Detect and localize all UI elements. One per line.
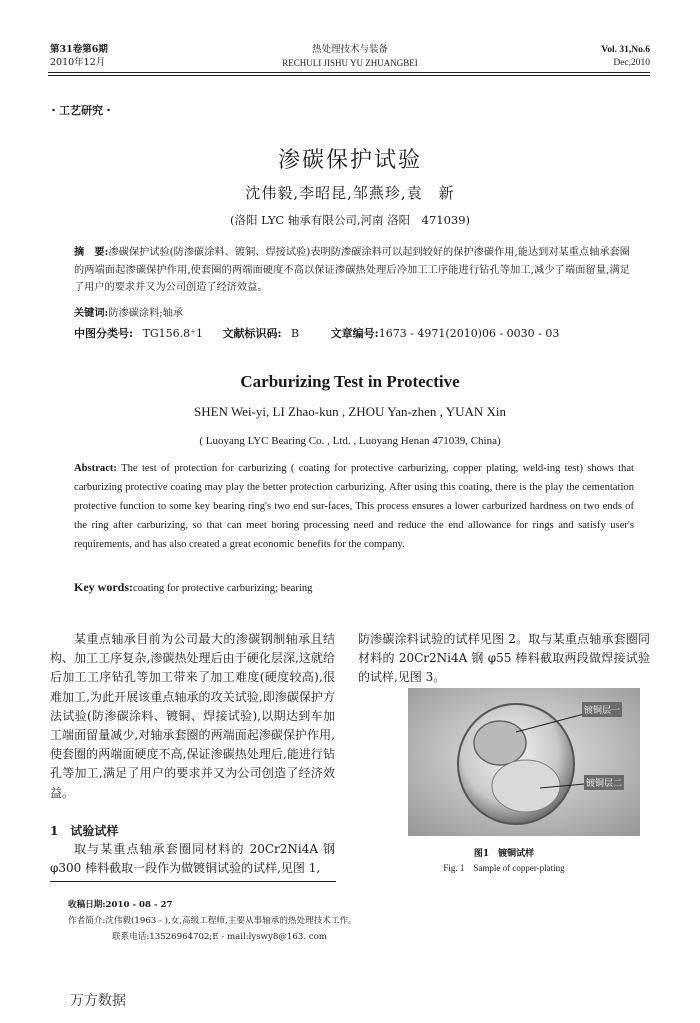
doc-code-value: B xyxy=(291,327,300,340)
affiliation-en: ( Luoyang LYC Bearing Co. , Ltd. , Luoyang Henan 471039, China) xyxy=(199,435,501,447)
article-id-value: 1673 - 4971(2010)06 - 0030 - 03 xyxy=(378,327,560,340)
figure-1-photo xyxy=(408,688,640,836)
section-1-body xyxy=(50,840,335,878)
abstract-cn-label: 摘 要: xyxy=(74,246,109,258)
clc-value: TG156.8⁺1 xyxy=(142,327,203,340)
section-1-heading: 1 试验试样 xyxy=(50,824,119,838)
header-date-en: Dec,2010 xyxy=(613,58,650,68)
section-1-paragraph: 取与某重点轴承套圈同材料的 20Cr2Ni4A 钢 φ300 棒料截取一段作为做镀铜试验的试样,见图 1, xyxy=(50,842,335,876)
affiliation-cn: (洛阳 LYC 轴承有限公司,河南 洛阳 471039) xyxy=(229,213,471,227)
header-volume-cn: 第31卷第6期 xyxy=(50,44,108,55)
figure-1-caption-en: Fig. 1 Sample of copper-plating xyxy=(443,863,565,873)
footnote-contact: 联系电话:13526964702;E - mail:lyswy8@163. com xyxy=(112,932,327,942)
body-right-column xyxy=(358,630,650,688)
right-paragraph: 防渗碳涂料试验的试样见图 2。取与某重点轴承套圈同材料的 20Cr2Ni4A 钢 φ55 棒料截取两段做焊接试验的试样,见图 3。 xyxy=(358,632,650,685)
paper-title-cn: 渗碳保护试验 xyxy=(277,148,422,173)
keywords-cn-text: 防渗碳涂料;轴承 xyxy=(108,308,184,319)
header-rule-thin xyxy=(48,75,650,76)
figure-1-caption-cn: 图1 镀铜试样 xyxy=(473,849,535,859)
abstract-cn xyxy=(74,244,630,297)
abstract-en-text: The test of protection for carburizing ( coating for protective carburizing, copper plating, weld-ing test) shows that carburizing protective coating may play the better protection carburizing. After using this coating, there is the play the cementation protective function to some key bearing ring's two end sur-faces, This process ensures a lower carburized hardness on two ends of the ring after carburizing, so that can meet boring processing need and reduce the end allowance for rings and satisfy user's requirements, and has also created a great economic benefits for the company. xyxy=(74,463,634,550)
authors-en: SHEN Wei-yi, LI Zhao-kun , ZHOU Yan-zhen , YUAN Xin xyxy=(194,404,506,419)
keywords-en xyxy=(74,578,634,598)
watermark-text: 万方数据 xyxy=(70,993,126,1009)
footnote-author-bio: 作者简介:沈伟毅(1963 - ),女,高级工程师,主要从事轴承的热处理技术工作。 xyxy=(68,916,357,926)
keywords-en-text: coating for protective carburizing; bearing xyxy=(133,583,313,594)
figure-1-label-b: 镀铜层二 xyxy=(584,775,624,790)
paper-title-en: Carburizing Test in Protective xyxy=(240,372,460,391)
abstract-en-label: Abstract: xyxy=(74,463,117,474)
section-tag: ・工艺研究・ xyxy=(48,104,114,117)
intro-paragraph: 某重点轴承目前为公司最大的渗碳钢制轴承且结构、加工工序复杂,渗碳热处理后由于硬化层深,这就给后加工工序钻孔等加工带来了加工难度(硬度较高),很难加工,为此开展该重点轴承的攻关试验,即渗碳保护方法试验(防渗碳涂料、镀铜、焊接试验),以期达到车加工端面留量减少,对轴承套圈的两端面起渗碳保护作用,使套圈的两端面硬度不高,保证渗碳热处理后,能进行钻孔等加工,满足了用户的要求并又为公司创造了经济效益。 xyxy=(50,632,335,800)
article-id-label: 文章编号: xyxy=(330,327,379,340)
authors-cn: 沈伟毅,李昭昆,邹燕珍,袁 新 xyxy=(245,184,455,202)
doc-code-label: 文献标识码: xyxy=(222,327,282,340)
header-volume-en: Vol. 31,No.6 xyxy=(601,45,650,55)
header-date-cn: 2010年12月 xyxy=(50,57,106,68)
abstract-cn-text: 渗碳保护试验(防渗碳涂料、镀铜、焊接试验)表明防渗碳涂料可以起到较好的保护渗碳作用,能达到对某重点轴承套圈的两端面起渗碳保护作用,使套圈的两端面硬度不高以保证渗碳热处理后冷加工工序能进行钻孔等加工,减少了端面留量,满足了用户的要求并又为公司创造了经济效益。 xyxy=(74,247,630,293)
footnote-received: 收稿日期:2010 - 08 - 27 xyxy=(68,900,173,910)
keywords-cn-label: 关键词: xyxy=(74,307,109,319)
clc-label: 中图分类号: xyxy=(74,327,134,340)
footnote-rule xyxy=(50,881,336,882)
header-rule xyxy=(48,72,650,73)
body-left-column xyxy=(50,630,335,803)
keywords-cn xyxy=(74,305,630,323)
header-journal-pinyin: RECHULI JISHU YU ZHUANGBEI xyxy=(282,58,418,68)
figure-1-label-a: 镀铜层一 xyxy=(582,702,622,717)
abstract-en xyxy=(74,459,634,554)
classification-line xyxy=(74,325,630,343)
keywords-en-label: Key words: xyxy=(74,580,133,594)
header-journal-cn: 热处理技术与装备 xyxy=(311,44,388,55)
